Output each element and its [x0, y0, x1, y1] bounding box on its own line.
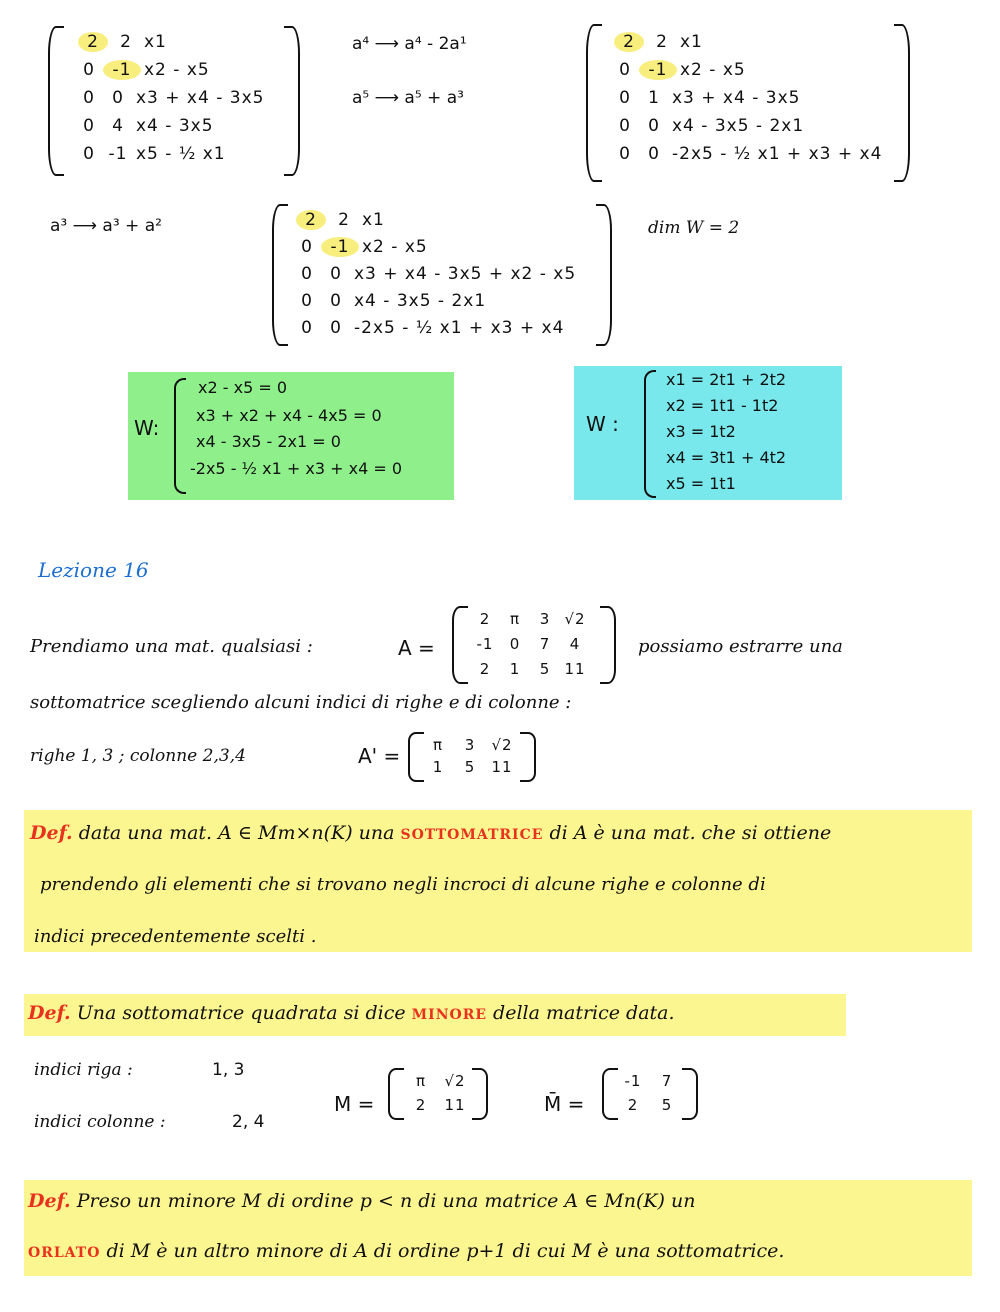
definition-box-sottomatrice [24, 810, 972, 952]
matrix-cell: 3 [539, 610, 551, 628]
key-term: MINORE [411, 1007, 487, 1023]
matrix-cell: 1 [509, 660, 521, 678]
row-operation: a⁵ ⟶ a⁵ + a³ [352, 88, 464, 108]
matrix-cell: x1 [144, 32, 167, 52]
matrix-cell: x1 [680, 32, 703, 52]
left-bracket [48, 26, 64, 176]
system-equation: x1 = 2t1 + 2t2 [666, 370, 787, 389]
right-bracket [600, 606, 616, 684]
matrix-cell: -1 [108, 144, 128, 164]
curly-brace [644, 370, 656, 498]
matrix-cell: -2x5 - ½ x1 + x3 + x4 [354, 318, 565, 338]
matrix-cell: 0 [648, 144, 660, 164]
matrix-cell: √2 [444, 1072, 466, 1090]
right-bracket [596, 204, 612, 346]
system-equation: x3 + x2 + x4 - 4x5 = 0 [196, 406, 382, 425]
matrix-cell: π [509, 610, 521, 628]
matrix-cell: x1 [362, 210, 385, 230]
matrix-cell: 5 [464, 758, 476, 776]
matrix-cell: √2 [491, 736, 513, 754]
system-equation: x2 = 1t1 - 1t2 [666, 396, 779, 415]
matrix-cell: 0 [619, 60, 631, 80]
matrix-cell: 0 [330, 264, 342, 284]
right-bracket [284, 26, 300, 176]
matrix-cell: -2x5 - ½ x1 + x3 + x4 [672, 144, 883, 164]
matrix-cell: 2 [656, 32, 668, 52]
definition-tag: Def. [28, 1190, 71, 1212]
matrix-cell: -1 [624, 1072, 642, 1090]
matrix-cell: 0 [301, 237, 313, 257]
system-equation: x4 = 3t1 + 4t2 [666, 448, 787, 467]
matrix-cell: 2 [479, 610, 491, 628]
matrix-cell: √2 [564, 610, 586, 628]
matrix-A [452, 606, 616, 684]
matrix-cell: 0 [83, 60, 95, 80]
matrix-cell: 4 [569, 635, 581, 653]
matrix-cell: 2 [614, 32, 644, 52]
matrix-cell: x2 - x5 [680, 60, 746, 80]
matrix-cell: 0 [301, 291, 313, 311]
matrix-cell: 2 [78, 32, 108, 52]
matrix-3 [272, 204, 612, 346]
matrix-cell: 0 [509, 635, 521, 653]
lesson-heading: Lezione 16 [38, 558, 149, 582]
definition-text: indici precedentemente scelti . [34, 926, 317, 947]
matrix-cell: 0 [112, 88, 124, 108]
matrix-label: A = [398, 636, 435, 660]
matrix-cell: 0 [83, 116, 95, 136]
intro-text: Prendiamo una mat. qualsiasi : [30, 636, 313, 657]
definition-tag: Def. [30, 822, 73, 844]
matrix-cell: x4 - 3x5 - 2x1 [354, 291, 487, 311]
matrix-cell: 5 [661, 1096, 673, 1114]
matrix-cell: 0 [301, 318, 313, 338]
left-bracket [272, 204, 288, 346]
definition-text: Una sottomatrice quadrata si dice [76, 1002, 406, 1024]
matrix-cell: 11 [564, 660, 586, 678]
matrix-cell: x4 - 3x5 [136, 116, 214, 136]
matrix-cell: x2 - x5 [362, 237, 428, 257]
definition-box-orlato [24, 1180, 972, 1276]
matrix-cell: 0 [83, 144, 95, 164]
definition-text: della matrice data. [493, 1002, 675, 1024]
right-bracket [520, 732, 536, 782]
matrix-cell: 2 [415, 1096, 427, 1114]
definition-text: data una mat. A ∈ Mm×n(K) una [78, 822, 395, 844]
matrix-cell: 0 [330, 318, 342, 338]
matrix-label: M̄ = [544, 1092, 585, 1116]
matrix-1 [48, 26, 300, 176]
matrix-cell: x3 + x4 - 3x5 [136, 88, 265, 108]
matrix-cell: 2 [120, 32, 132, 52]
system-equation: x5 = 1t1 [666, 474, 736, 493]
matrix-cell: -1 [103, 60, 141, 80]
matrix-2 [586, 24, 910, 182]
right-bracket [894, 24, 910, 182]
system-label: W : [586, 412, 619, 436]
right-bracket [472, 1068, 488, 1120]
definition-line [30, 822, 831, 844]
definition-text: di A è una mat. che si ottiene [549, 822, 832, 844]
definition-line [28, 1240, 784, 1262]
left-bracket [452, 606, 468, 684]
matrix-cell: 0 [648, 116, 660, 136]
matrix-cell: 0 [619, 88, 631, 108]
matrix-label: M = [334, 1092, 375, 1116]
matrix-cell: x4 - 3x5 - 2x1 [672, 116, 805, 136]
example-value: 2, 4 [232, 1112, 265, 1132]
left-bracket [586, 24, 602, 182]
system-equation: -2x5 - ½ x1 + x3 + x4 = 0 [190, 459, 402, 478]
matrix-cell: 11 [444, 1096, 466, 1114]
definition-text: prendendo gli elementi che si trovano negli incroci di alcune righe e colonne di [40, 874, 766, 895]
matrix-cell: 0 [301, 264, 313, 284]
definition-line [28, 1190, 696, 1212]
matrix-cell: 0 [619, 116, 631, 136]
definition-line [28, 1002, 675, 1024]
matrix-cell: 5 [539, 660, 551, 678]
matrix-cell: π [432, 736, 444, 754]
matrix-cell: -1 [321, 237, 359, 257]
matrix-cell: 2 [338, 210, 350, 230]
key-term: ORLATO [28, 1245, 101, 1261]
matrix-cell: 1 [432, 758, 444, 776]
matrix-label: A' = [358, 744, 401, 768]
matrix-cell: π [415, 1072, 427, 1090]
system-label: W: [134, 416, 160, 440]
right-bracket [682, 1068, 698, 1120]
system-equation: x2 - x5 = 0 [198, 378, 287, 397]
matrix-cell: 2 [296, 210, 326, 230]
system-equation: x4 - 3x5 - 2x1 = 0 [196, 432, 341, 451]
matrix-cell: 2 [479, 660, 491, 678]
matrix-cell: 3 [464, 736, 476, 754]
matrix-M-bar [602, 1068, 698, 1120]
definition-tag: Def. [28, 1002, 71, 1024]
matrix-cell: x2 - x5 [144, 60, 210, 80]
matrix-A-prime [408, 732, 536, 782]
matrix-cell: 1 [648, 88, 660, 108]
matrix-cell: x5 - ½ x1 [136, 144, 226, 164]
system-equation: x3 = 1t2 [666, 422, 736, 441]
matrix-cell: x3 + x4 - 3x5 + x2 - x5 [354, 264, 577, 284]
intro-text: possiamo estrarre una [638, 636, 843, 657]
matrix-cell: 0 [330, 291, 342, 311]
matrix-cell: 11 [491, 758, 513, 776]
matrix-cell: 7 [539, 635, 551, 653]
parametric-system-box [574, 366, 842, 500]
key-term: SOTTOMATRICE [400, 827, 544, 843]
matrix-cell: x3 + x4 - 3x5 [672, 88, 801, 108]
matrix-cell: -1 [639, 60, 677, 80]
matrix-cell: 0 [83, 88, 95, 108]
definition-text: di M è un altro minore di A di ordine p+1 di cui M è una sottomatrice. [106, 1240, 785, 1262]
definition-box-minore [24, 994, 846, 1036]
matrix-M [388, 1068, 488, 1120]
example-label: indici colonne : [34, 1112, 166, 1132]
row-operation: a⁴ ⟶ a⁴ - 2a¹ [352, 34, 467, 54]
row-operation: a³ ⟶ a³ + a² [50, 216, 162, 236]
matrix-cell: 4 [112, 116, 124, 136]
matrix-cell: 0 [619, 144, 631, 164]
matrix-cell: 7 [661, 1072, 673, 1090]
matrix-cell: 2 [627, 1096, 639, 1114]
example-label: indici riga : [34, 1060, 133, 1080]
intro-text: righe 1, 3 ; colonne 2,3,4 [30, 746, 246, 766]
dimension-note: dim W = 2 [648, 218, 740, 238]
definition-text: Preso un minore M di ordine p < n di una matrice A ∈ Mn(K) un [76, 1190, 696, 1212]
left-bracket [388, 1068, 404, 1120]
curly-brace [174, 378, 186, 494]
cartesian-system-box [128, 372, 454, 500]
example-value: 1, 3 [212, 1060, 245, 1080]
intro-text: sottomatrice scegliendo alcuni indici di righe e di colonne : [30, 692, 572, 713]
matrix-cell: -1 [476, 635, 494, 653]
